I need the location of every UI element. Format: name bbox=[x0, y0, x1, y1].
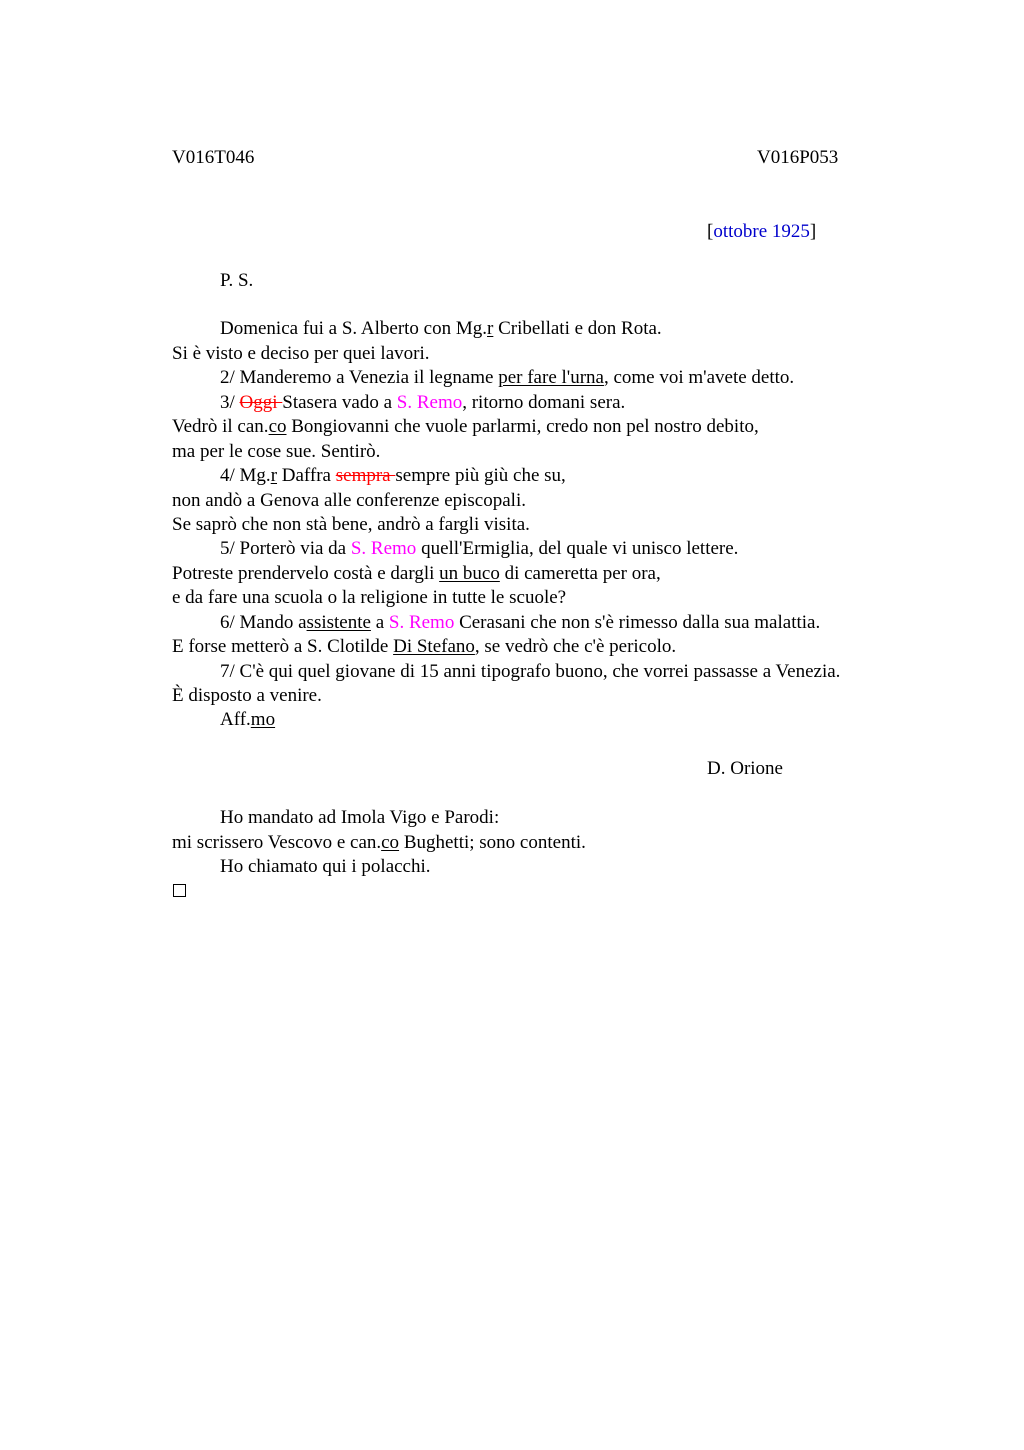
signature: D. Orione bbox=[707, 758, 783, 779]
end-marker-box bbox=[173, 884, 186, 897]
letter-line: 2/ Manderemo a Venezia il legname per fare l'urna, come voi m'avete detto. bbox=[220, 367, 795, 388]
letter-line: ma per le cose sue. Sentirò. bbox=[172, 441, 381, 462]
letter-line: 7/ C'è qui quel giovane di 15 anni tipografo buono, che vorrei passasse a Venezia. bbox=[220, 661, 841, 682]
letter-line: E forse metterò a S. Clotilde Di Stefano, se vedrò che c'è pericolo. bbox=[172, 636, 677, 657]
letter-line: 4/ Mg.r Daffra sempra sempre più giù che su, bbox=[220, 465, 566, 486]
letter-line: Vedrò il can.co Bongiovanni che vuole parlarmi, credo non pel nostro debito, bbox=[172, 416, 759, 437]
postscript-line: mi scrissero Vescovo e can.co Bughetti; sono contenti. bbox=[172, 832, 586, 853]
letter-line: È disposto a venire. bbox=[172, 685, 322, 706]
letter-line: e da fare una scuola o la religione in tutte le scuole? bbox=[172, 587, 567, 608]
postscript-line: Ho mandato ad Imola Vigo e Parodi: bbox=[220, 807, 500, 828]
document-code-left: V016T046 bbox=[172, 147, 255, 168]
letter-line: 5/ Porterò via da S. Remo quell'Ermiglia, del quale vi unisco lettere. bbox=[220, 538, 739, 559]
letter-line: non andò a Genova alle conferenze episcopali. bbox=[172, 490, 526, 511]
letter-line: 3/ Oggi Stasera vado a S. Remo, ritorno domani sera. bbox=[220, 392, 626, 413]
deleted-text: sempra bbox=[335, 465, 396, 486]
letter-date: [ottobre 1925] bbox=[707, 221, 817, 242]
letter-line: 6/ Mando assistente a S. Remo Cerasani che non s'è rimesso dalla sua malattia. bbox=[220, 612, 821, 633]
letter-line: Potreste prendervelo costà e dargli un buco di cameretta per ora, bbox=[172, 563, 661, 584]
place-name: S. Remo bbox=[388, 612, 455, 633]
postscript-line: Ho chiamato qui i polacchi. bbox=[220, 856, 431, 877]
letter-line: Si è visto e deciso per quei lavori. bbox=[172, 343, 430, 364]
letter-line: Domenica fui a S. Alberto con Mg.r Cribellati e don Rota. bbox=[220, 318, 662, 339]
ps-heading: P. S. bbox=[220, 270, 254, 291]
deleted-text: Oggi bbox=[239, 392, 283, 413]
place-name: S. Remo bbox=[350, 538, 417, 559]
document-code-right: V016P053 bbox=[757, 147, 839, 168]
letter-line: Se saprò che non stà bene, andrò a fargli visita. bbox=[172, 514, 530, 535]
letter-closing: Aff.mo bbox=[220, 709, 276, 730]
place-name: S. Remo bbox=[396, 392, 463, 413]
